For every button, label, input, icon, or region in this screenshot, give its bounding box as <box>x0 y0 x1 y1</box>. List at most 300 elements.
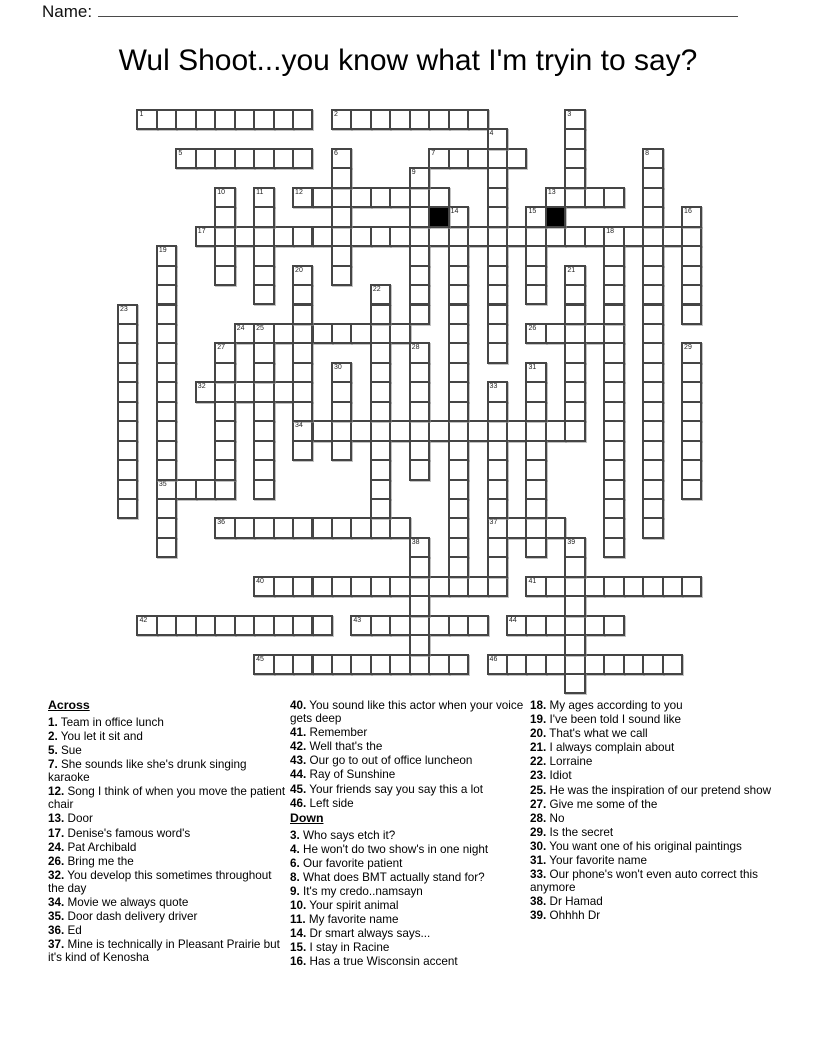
grid-cell[interactable] <box>603 537 624 558</box>
grid-cell[interactable] <box>564 148 585 169</box>
grid-cell[interactable] <box>253 420 274 441</box>
grid-cell[interactable] <box>584 187 605 208</box>
grid-cell[interactable] <box>234 517 255 538</box>
grid-cell[interactable] <box>487 576 508 597</box>
grid-cell[interactable] <box>312 226 333 247</box>
grid-cell[interactable] <box>273 323 294 344</box>
grid-cell[interactable] <box>370 187 391 208</box>
grid-cell[interactable] <box>331 401 352 422</box>
grid-cell[interactable] <box>564 615 585 636</box>
grid-cell[interactable] <box>214 420 235 441</box>
grid-cell[interactable] <box>273 148 294 169</box>
grid-cell[interactable] <box>175 148 196 169</box>
grid-cell[interactable] <box>156 479 177 500</box>
grid-cell[interactable] <box>292 381 313 402</box>
grid-cell[interactable] <box>642 381 663 402</box>
grid-cell[interactable] <box>409 459 430 480</box>
grid-cell[interactable] <box>428 187 449 208</box>
grid-cell[interactable] <box>487 342 508 363</box>
grid-cell[interactable] <box>214 479 235 500</box>
grid-cell[interactable] <box>448 381 469 402</box>
grid-cell[interactable] <box>156 381 177 402</box>
grid-cell[interactable] <box>487 265 508 286</box>
grid-cell[interactable] <box>253 284 274 305</box>
grid-cell[interactable] <box>448 576 469 597</box>
grid-cell[interactable] <box>487 654 508 675</box>
grid-cell[interactable] <box>642 226 663 247</box>
grid-cell[interactable] <box>525 479 546 500</box>
grid-cell[interactable] <box>623 226 644 247</box>
grid-cell[interactable] <box>331 323 352 344</box>
grid-cell[interactable] <box>253 517 274 538</box>
grid-cell[interactable] <box>409 537 430 558</box>
grid-cell[interactable] <box>525 498 546 519</box>
grid-cell[interactable] <box>370 323 391 344</box>
grid-cell[interactable] <box>350 226 371 247</box>
grid-cell[interactable] <box>467 615 488 636</box>
grid-cell[interactable] <box>642 206 663 227</box>
grid-cell[interactable] <box>409 167 430 188</box>
grid-cell[interactable] <box>253 615 274 636</box>
grid-cell[interactable] <box>564 401 585 422</box>
grid-cell[interactable] <box>253 323 274 344</box>
grid-cell[interactable] <box>487 556 508 577</box>
grid-cell[interactable] <box>292 323 313 344</box>
grid-cell[interactable] <box>584 615 605 636</box>
grid-cell[interactable] <box>117 304 138 325</box>
grid-cell[interactable] <box>623 576 644 597</box>
grid-cell[interactable] <box>448 323 469 344</box>
grid-cell[interactable] <box>642 498 663 519</box>
grid-cell[interactable] <box>525 226 546 247</box>
grid-cell[interactable] <box>487 284 508 305</box>
grid-cell[interactable] <box>370 401 391 422</box>
grid-cell[interactable] <box>156 109 177 130</box>
grid-cell[interactable] <box>370 226 391 247</box>
grid-cell[interactable] <box>448 109 469 130</box>
grid-cell[interactable] <box>642 479 663 500</box>
grid-cell[interactable] <box>253 362 274 383</box>
grid-cell[interactable] <box>331 576 352 597</box>
grid-cell[interactable] <box>409 654 430 675</box>
grid-cell[interactable] <box>312 187 333 208</box>
grid-cell[interactable] <box>448 148 469 169</box>
grid-cell[interactable] <box>584 226 605 247</box>
grid-cell[interactable] <box>117 440 138 461</box>
grid-cell[interactable] <box>545 420 566 441</box>
grid-cell[interactable] <box>448 304 469 325</box>
grid-cell[interactable] <box>195 381 216 402</box>
grid-cell[interactable] <box>136 109 157 130</box>
grid-cell[interactable] <box>234 323 255 344</box>
grid-cell[interactable] <box>467 226 488 247</box>
grid-cell[interactable] <box>409 595 430 616</box>
grid-cell[interactable] <box>525 440 546 461</box>
grid-cell[interactable] <box>292 517 313 538</box>
grid-cell[interactable] <box>253 459 274 480</box>
grid-cell[interactable] <box>603 459 624 480</box>
grid-cell[interactable] <box>409 362 430 383</box>
grid-cell[interactable] <box>370 342 391 363</box>
grid-cell[interactable] <box>545 226 566 247</box>
grid-cell[interactable] <box>370 517 391 538</box>
grid-cell[interactable] <box>448 265 469 286</box>
grid-cell[interactable] <box>234 109 255 130</box>
grid-cell[interactable] <box>292 226 313 247</box>
grid-cell[interactable] <box>273 654 294 675</box>
grid-cell[interactable] <box>370 615 391 636</box>
grid-cell[interactable] <box>409 109 430 130</box>
grid-cell[interactable] <box>448 517 469 538</box>
grid-cell[interactable] <box>292 654 313 675</box>
grid-cell[interactable] <box>312 615 333 636</box>
grid-cell[interactable] <box>292 615 313 636</box>
grid-cell[interactable] <box>253 226 274 247</box>
grid-cell[interactable] <box>603 479 624 500</box>
grid-cell[interactable] <box>234 615 255 636</box>
grid-cell[interactable] <box>409 245 430 266</box>
grid-cell[interactable] <box>350 109 371 130</box>
grid-cell[interactable] <box>156 440 177 461</box>
grid-cell[interactable] <box>253 342 274 363</box>
grid-cell[interactable] <box>234 226 255 247</box>
grid-cell[interactable] <box>350 517 371 538</box>
grid-cell[interactable] <box>448 284 469 305</box>
grid-cell[interactable] <box>525 265 546 286</box>
grid-cell[interactable] <box>273 381 294 402</box>
grid-cell[interactable] <box>564 362 585 383</box>
grid-cell[interactable] <box>214 517 235 538</box>
grid-cell[interactable] <box>214 401 235 422</box>
grid-cell[interactable] <box>448 654 469 675</box>
grid-cell[interactable] <box>292 362 313 383</box>
grid-cell[interactable] <box>564 673 585 694</box>
grid-cell[interactable] <box>253 654 274 675</box>
grid-cell[interactable] <box>545 517 566 538</box>
grid-cell[interactable] <box>409 304 430 325</box>
grid-cell[interactable] <box>642 265 663 286</box>
grid-cell[interactable] <box>525 576 546 597</box>
grid-cell[interactable] <box>603 342 624 363</box>
grid-cell[interactable] <box>564 381 585 402</box>
grid-cell[interactable] <box>214 615 235 636</box>
grid-cell[interactable] <box>428 148 449 169</box>
grid-cell[interactable] <box>623 654 644 675</box>
grid-cell[interactable] <box>389 615 410 636</box>
grid-cell[interactable] <box>156 265 177 286</box>
grid-cell[interactable] <box>487 128 508 149</box>
grid-cell[interactable] <box>642 440 663 461</box>
grid-cell[interactable] <box>584 576 605 597</box>
grid-cell[interactable] <box>428 109 449 130</box>
grid-cell[interactable] <box>389 420 410 441</box>
grid-cell[interactable] <box>642 148 663 169</box>
grid-cell[interactable] <box>525 245 546 266</box>
grid-cell[interactable] <box>642 245 663 266</box>
grid-cell[interactable] <box>642 401 663 422</box>
grid-cell[interactable] <box>331 109 352 130</box>
grid-cell[interactable] <box>564 420 585 441</box>
grid-cell[interactable] <box>292 187 313 208</box>
grid-cell[interactable] <box>525 323 546 344</box>
grid-cell[interactable] <box>389 654 410 675</box>
grid-cell[interactable] <box>603 304 624 325</box>
grid-cell[interactable] <box>525 537 546 558</box>
grid-cell[interactable] <box>214 148 235 169</box>
grid-cell[interactable] <box>584 323 605 344</box>
grid-cell[interactable] <box>253 381 274 402</box>
grid-cell[interactable] <box>117 420 138 441</box>
grid-cell[interactable] <box>350 576 371 597</box>
grid-cell[interactable] <box>214 226 235 247</box>
grid-cell[interactable] <box>603 362 624 383</box>
grid-cell[interactable] <box>506 615 527 636</box>
grid-cell[interactable] <box>603 576 624 597</box>
grid-cell[interactable] <box>350 615 371 636</box>
grid-cell[interactable] <box>681 401 702 422</box>
grid-cell[interactable] <box>292 284 313 305</box>
grid-cell[interactable] <box>681 420 702 441</box>
grid-cell[interactable] <box>156 537 177 558</box>
grid-cell[interactable] <box>564 537 585 558</box>
grid-cell[interactable] <box>214 342 235 363</box>
grid-cell[interactable] <box>642 420 663 441</box>
grid-cell[interactable] <box>370 479 391 500</box>
grid-cell[interactable] <box>370 654 391 675</box>
grid-cell[interactable] <box>370 304 391 325</box>
grid-cell[interactable] <box>603 323 624 344</box>
grid-cell[interactable] <box>331 381 352 402</box>
grid-cell[interactable] <box>253 479 274 500</box>
grid-cell[interactable] <box>214 206 235 227</box>
grid-cell[interactable] <box>448 206 469 227</box>
grid-cell[interactable] <box>409 401 430 422</box>
grid-cell[interactable] <box>214 459 235 480</box>
grid-cell[interactable] <box>642 187 663 208</box>
grid-cell[interactable] <box>642 323 663 344</box>
grid-cell[interactable] <box>681 226 702 247</box>
grid-cell[interactable] <box>506 226 527 247</box>
grid-cell[interactable] <box>370 576 391 597</box>
grid-cell[interactable] <box>487 440 508 461</box>
grid-cell[interactable] <box>642 342 663 363</box>
grid-cell[interactable] <box>448 556 469 577</box>
grid-cell[interactable] <box>448 362 469 383</box>
grid-cell[interactable] <box>506 420 527 441</box>
grid-cell[interactable] <box>681 479 702 500</box>
grid-cell[interactable] <box>487 167 508 188</box>
grid-cell[interactable] <box>487 245 508 266</box>
grid-cell[interactable] <box>117 342 138 363</box>
grid-cell[interactable] <box>409 615 430 636</box>
grid-cell[interactable] <box>467 148 488 169</box>
grid-cell[interactable] <box>448 420 469 441</box>
grid-cell[interactable] <box>389 517 410 538</box>
grid-cell[interactable] <box>234 381 255 402</box>
grid-cell[interactable] <box>117 323 138 344</box>
grid-cell[interactable] <box>506 517 527 538</box>
grid-cell[interactable] <box>370 498 391 519</box>
grid-cell[interactable] <box>564 187 585 208</box>
grid-cell[interactable] <box>409 284 430 305</box>
grid-cell[interactable] <box>603 498 624 519</box>
grid-cell[interactable] <box>681 245 702 266</box>
grid-cell[interactable] <box>214 187 235 208</box>
grid-cell[interactable] <box>389 109 410 130</box>
grid-cell[interactable] <box>428 576 449 597</box>
grid-cell[interactable] <box>156 459 177 480</box>
grid-cell[interactable] <box>603 517 624 538</box>
grid-cell[interactable] <box>564 654 585 675</box>
grid-cell[interactable] <box>292 148 313 169</box>
grid-cell[interactable] <box>448 245 469 266</box>
grid-cell[interactable] <box>525 615 546 636</box>
grid-cell[interactable] <box>389 226 410 247</box>
grid-cell[interactable] <box>448 498 469 519</box>
grid-cell[interactable] <box>487 498 508 519</box>
grid-cell[interactable] <box>253 576 274 597</box>
grid-cell[interactable] <box>681 576 702 597</box>
grid-cell[interactable] <box>662 226 683 247</box>
grid-cell[interactable] <box>409 381 430 402</box>
grid-cell[interactable] <box>331 206 352 227</box>
grid-cell[interactable] <box>273 615 294 636</box>
grid-cell[interactable] <box>409 187 430 208</box>
grid-cell[interactable] <box>603 284 624 305</box>
grid-cell[interactable] <box>487 206 508 227</box>
grid-cell[interactable] <box>117 381 138 402</box>
grid-cell[interactable] <box>331 440 352 461</box>
grid-cell[interactable] <box>525 362 546 383</box>
grid-cell[interactable] <box>642 517 663 538</box>
grid-cell[interactable] <box>487 459 508 480</box>
grid-cell[interactable] <box>253 187 274 208</box>
grid-cell[interactable] <box>409 206 430 227</box>
grid-cell[interactable] <box>331 167 352 188</box>
grid-cell[interactable] <box>175 109 196 130</box>
grid-cell[interactable] <box>448 537 469 558</box>
grid-cell[interactable] <box>662 654 683 675</box>
grid-cell[interactable] <box>331 517 352 538</box>
grid-cell[interactable] <box>642 576 663 597</box>
grid-cell[interactable] <box>545 654 566 675</box>
grid-cell[interactable] <box>312 576 333 597</box>
grid-cell[interactable] <box>448 479 469 500</box>
grid-cell[interactable] <box>545 187 566 208</box>
grid-cell[interactable] <box>642 284 663 305</box>
grid-cell[interactable] <box>156 517 177 538</box>
grid-cell[interactable] <box>253 109 274 130</box>
grid-cell[interactable] <box>603 381 624 402</box>
grid-cell[interactable] <box>487 420 508 441</box>
grid-cell[interactable] <box>350 323 371 344</box>
grid-cell[interactable] <box>448 440 469 461</box>
grid-cell[interactable] <box>331 226 352 247</box>
grid-cell[interactable] <box>370 362 391 383</box>
grid-cell[interactable] <box>370 440 391 461</box>
grid-cell[interactable] <box>564 109 585 130</box>
grid-cell[interactable] <box>156 420 177 441</box>
grid-cell[interactable] <box>156 615 177 636</box>
grid-cell[interactable] <box>487 323 508 344</box>
grid-cell[interactable] <box>487 304 508 325</box>
grid-cell[interactable] <box>525 381 546 402</box>
name-blank-line[interactable] <box>98 2 738 17</box>
grid-cell[interactable] <box>525 206 546 227</box>
grid-cell[interactable] <box>331 362 352 383</box>
grid-cell[interactable] <box>117 498 138 519</box>
grid-cell[interactable] <box>156 323 177 344</box>
grid-cell[interactable] <box>545 576 566 597</box>
grid-cell[interactable] <box>234 148 255 169</box>
grid-cell[interactable] <box>253 401 274 422</box>
grid-cell[interactable] <box>214 440 235 461</box>
grid-cell[interactable] <box>603 615 624 636</box>
grid-cell[interactable] <box>370 284 391 305</box>
grid-cell[interactable] <box>603 401 624 422</box>
grid-cell[interactable] <box>195 226 216 247</box>
grid-cell[interactable] <box>117 479 138 500</box>
grid-cell[interactable] <box>662 576 683 597</box>
grid-cell[interactable] <box>506 148 527 169</box>
grid-cell[interactable] <box>564 226 585 247</box>
grid-cell[interactable] <box>487 148 508 169</box>
grid-cell[interactable] <box>350 654 371 675</box>
grid-cell[interactable] <box>603 187 624 208</box>
grid-cell[interactable] <box>331 654 352 675</box>
grid-cell[interactable] <box>156 284 177 305</box>
grid-cell[interactable] <box>253 440 274 461</box>
grid-cell[interactable] <box>681 459 702 480</box>
grid-cell[interactable] <box>448 401 469 422</box>
grid-cell[interactable] <box>448 615 469 636</box>
grid-cell[interactable] <box>642 304 663 325</box>
grid-cell[interactable] <box>156 342 177 363</box>
grid-cell[interactable] <box>603 420 624 441</box>
grid-cell[interactable] <box>506 654 527 675</box>
grid-cell[interactable] <box>214 265 235 286</box>
grid-cell[interactable] <box>487 187 508 208</box>
grid-cell[interactable] <box>409 440 430 461</box>
grid-cell[interactable] <box>564 167 585 188</box>
grid-cell[interactable] <box>545 323 566 344</box>
grid-cell[interactable] <box>214 362 235 383</box>
grid-cell[interactable] <box>681 362 702 383</box>
grid-cell[interactable] <box>642 654 663 675</box>
grid-cell[interactable] <box>564 556 585 577</box>
grid-cell[interactable] <box>642 459 663 480</box>
grid-cell[interactable] <box>467 109 488 130</box>
grid-cell[interactable] <box>525 420 546 441</box>
grid-cell[interactable] <box>350 420 371 441</box>
grid-cell[interactable] <box>273 109 294 130</box>
grid-cell[interactable] <box>525 459 546 480</box>
grid-cell[interactable] <box>117 401 138 422</box>
grid-cell[interactable] <box>253 206 274 227</box>
grid-cell[interactable] <box>273 517 294 538</box>
grid-cell[interactable] <box>292 401 313 422</box>
grid-cell[interactable] <box>273 226 294 247</box>
grid-cell[interactable] <box>156 245 177 266</box>
grid-cell[interactable] <box>564 304 585 325</box>
grid-cell[interactable] <box>331 187 352 208</box>
grid-cell[interactable] <box>214 381 235 402</box>
grid-cell[interactable] <box>409 634 430 655</box>
grid-cell[interactable] <box>525 654 546 675</box>
grid-cell[interactable] <box>370 381 391 402</box>
grid-cell[interactable] <box>545 615 566 636</box>
grid-cell[interactable] <box>292 576 313 597</box>
